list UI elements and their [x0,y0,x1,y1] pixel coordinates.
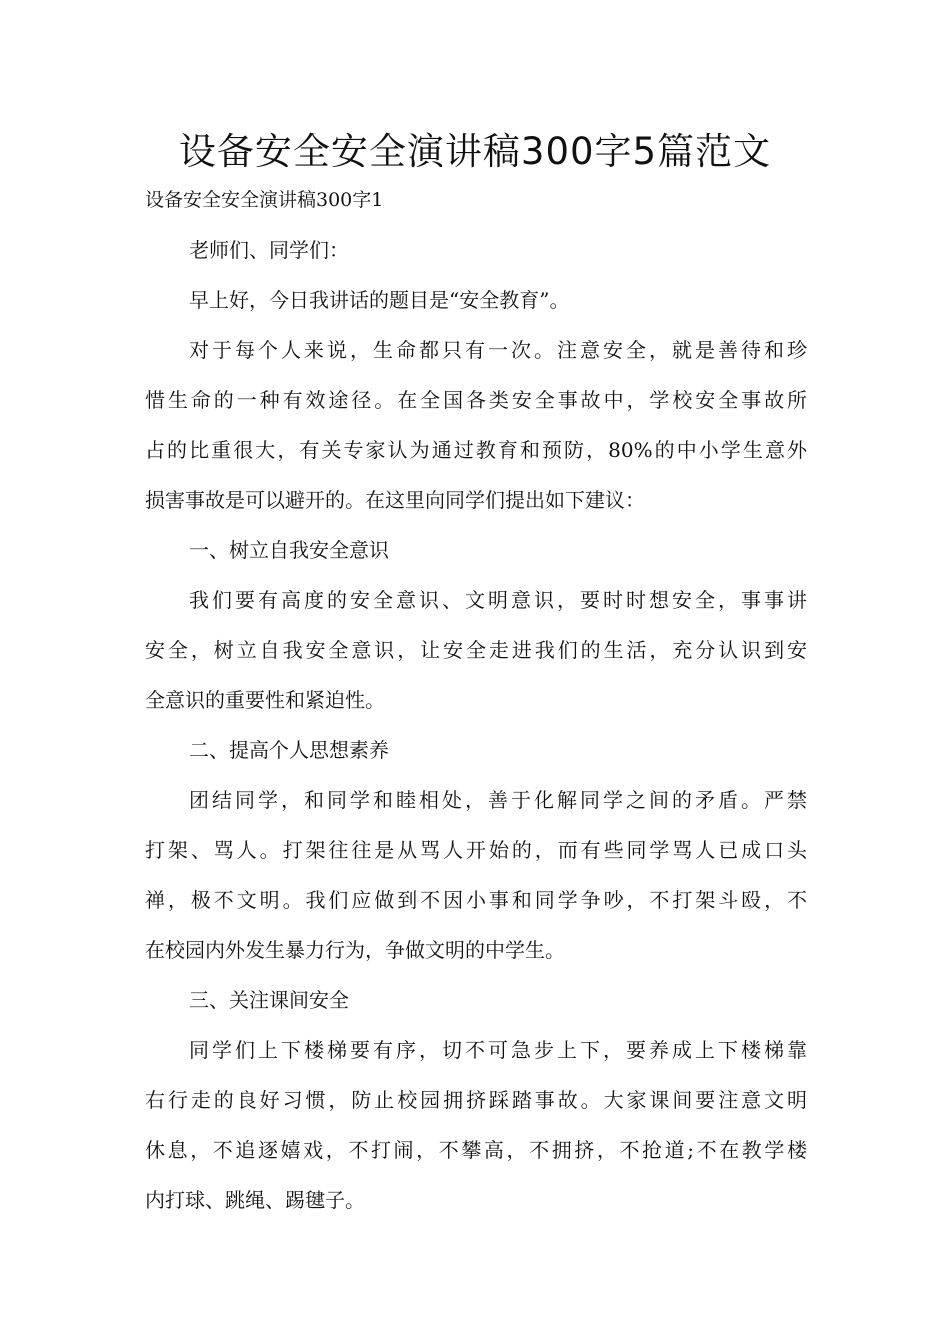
paragraph-line: 占的比重很大，有关专家认为通过教育和预防，80%的中小学生意外 [145,438,807,462]
paragraph-line: 打架、骂人。打架往往是从骂人开始的，而有些同学骂人已成口头 [145,838,807,862]
opening-line: 早上好，今日我讲话的题目是“安全教育”。 [189,288,570,312]
section-heading: 一、树立自我安全意识 [189,538,389,562]
paragraph-line: 在校园内外发生暴力行为，争做文明的中学生。 [145,938,565,962]
paragraph-line: 惜生命的一种有效途径。在全国各类安全事故中，学校安全事故所 [145,388,807,412]
paragraph-line: 休息，不追逐嬉戏，不打闹，不攀高，不拥挤，不抢道;不在教学楼 [145,1138,807,1162]
paragraph-line: 右行走的良好习惯，防止校园拥挤踩踏事故。大家课间要注意文明 [145,1088,807,1112]
paragraph-line: 安全，树立自我安全意识，让安全走进我们的生活，充分认识到安 [145,638,807,662]
section-heading: 三、关注课间安全 [189,988,349,1012]
document-title: 设备安全安全演讲稿300字5篇范文 [178,130,772,173]
paragraph-line: 全意识的重要性和紧迫性。 [145,688,385,712]
paragraph-line: 损害事故是可以避开的。在这里向同学们提出如下建议： [145,488,645,512]
greeting-line: 老师们、同学们： [189,238,349,262]
paragraph-line: 团结同学，和同学和睦相处，善于化解同学之间的矛盾。严禁 [189,788,807,812]
section-subtitle: 设备安全安全演讲稿300字1 [145,189,384,211]
paragraph-line: 同学们上下楼梯要有序，切不可急步上下，要养成上下楼梯靠 [189,1038,807,1062]
section-heading: 二、提高个人思想素养 [189,738,389,762]
paragraph-line: 对于每个人来说，生命都只有一次。注意安全，就是善待和珍 [189,338,807,362]
paragraph-line: 内打球、跳绳、踢毽子。 [145,1188,365,1212]
paragraph-line: 禅，极不文明。我们应做到不因小事和同学争吵，不打架斗殴，不 [145,888,807,912]
document-body [145,187,807,1237]
paragraph-line: 我们要有高度的安全意识、文明意识，要时时想安全，事事讲 [189,588,807,612]
